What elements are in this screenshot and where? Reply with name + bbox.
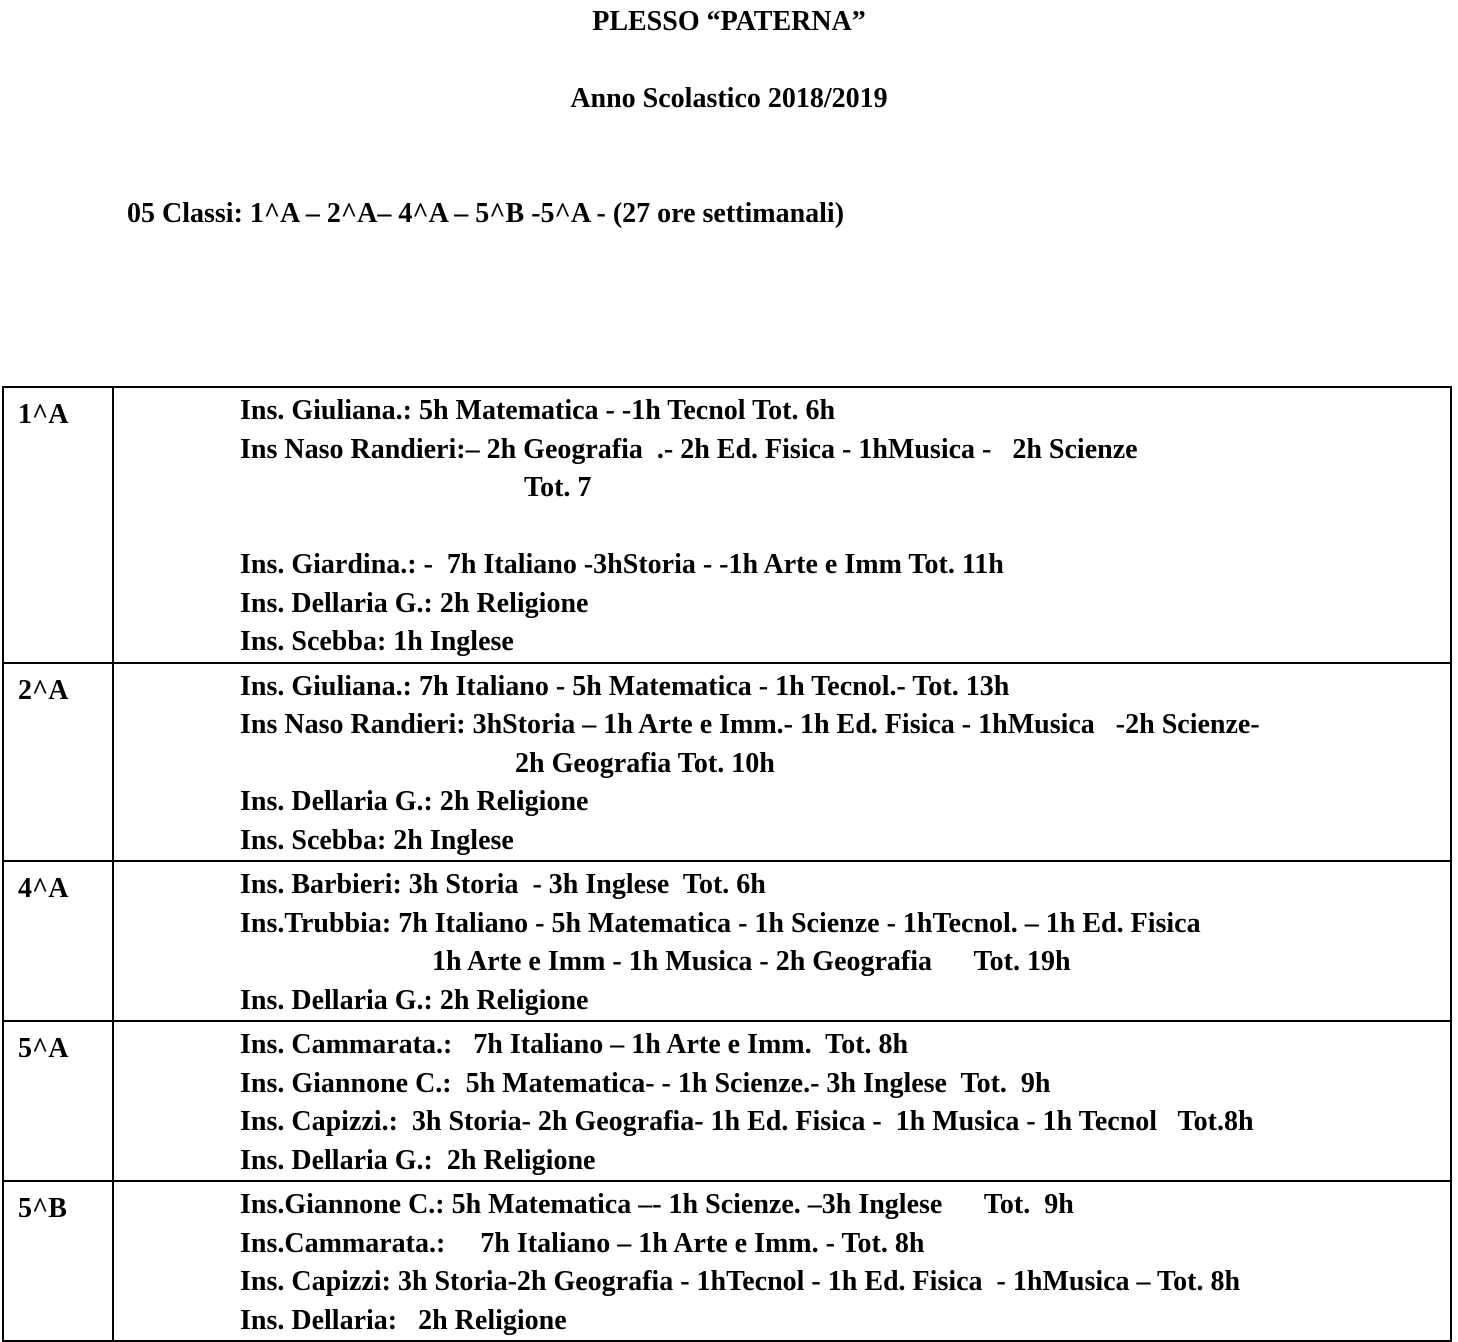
- table-row: [3, 387, 1451, 663]
- assignment-line: Ins. Giuliana.: 5h Matematica - -1h Tecnol Tot. 6h: [240, 395, 836, 426]
- assignment-line: Tot. 7: [524, 472, 592, 503]
- document-title: PLESSO “PATERNA”: [592, 6, 866, 37]
- assignment-line: Ins. Giardina.: - 7h Italiano -3hStoria - -1h Arte e Imm Tot. 11h: [240, 549, 1004, 580]
- assignment-line: Ins. Capizzi.: 3h Storia- 2h Geografia- 1h Ed. Fisica - 1h Musica - 1h Tecnol Tot.8h: [240, 1106, 1254, 1137]
- assignment-line: Ins Naso Randieri:– 2h Geografia .- 2h Ed. Fisica - 1hMusica - 2h Scienze: [240, 433, 1138, 465]
- teacher-assignments: [113, 387, 1451, 663]
- teacher-assignments: [113, 1021, 1451, 1181]
- classes-summary: 05 Classi: 1^A – 2^A– 4^A – 5^B -5^A - (27 ore settimanali): [127, 198, 845, 229]
- class-label: 5^B: [3, 1181, 113, 1341]
- assignment-line: Ins.Trubbia: 7h Italiano - 5h Matematica - 1h Scienze - 1hTecnol. – 1h Ed. Fisica: [240, 907, 1201, 939]
- assignment-line: Ins. Giuliana.: 7h Italiano - 5h Matematica - 1h Tecnol.- Tot. 13h: [240, 670, 1010, 702]
- assignment-line: Ins. Capizzi: 3h Storia-2h Geografia - 1hTecnol - 1h Ed. Fisica - 1hMusica – Tot. 8h: [240, 1266, 1241, 1297]
- assignment-line: Ins. Dellaria G.: 2h Religione: [240, 786, 589, 817]
- blank-line: [240, 508, 1450, 547]
- schedule-table: [2, 386, 1452, 1342]
- teacher-assignments: [113, 663, 1451, 862]
- assignment-line: Ins. Barbieri: 3h Storia - 3h Inglese Tot. 6h: [240, 869, 766, 900]
- assignment-line: Ins Naso Randieri: 3hStoria – 1h Arte e Imm.- 1h Ed. Fisica - 1hMusica -2h Scienze-: [240, 709, 1260, 740]
- assignment-line: Ins. Giannone C.: 5h Matematica- - 1h Scienze.- 3h Inglese Tot. 9h: [240, 1067, 1051, 1099]
- table-row: [3, 1181, 1451, 1341]
- table-row: [3, 861, 1451, 1021]
- assignment-line: Ins.Giannone C.: 5h Matematica –- 1h Scienze. –3h Inglese Tot. 9h: [240, 1189, 1074, 1220]
- assignment-line: Ins. Dellaria: 2h Religione: [240, 1304, 567, 1336]
- assignment-line: 2h Geografia Tot. 10h: [515, 747, 775, 779]
- teacher-assignments: [113, 1181, 1451, 1341]
- assignment-line: Ins. Scebba: 1h Inglese: [240, 626, 514, 657]
- assignment-line: Ins. Scebba: 2h Inglese: [240, 824, 514, 856]
- table-row: [3, 663, 1451, 862]
- assignment-line: Ins. Cammarata.: 7h Italiano – 1h Arte e Imm. Tot. 8h: [240, 1029, 909, 1060]
- assignment-line: Ins. Dellaria G.: 2h Religione: [240, 1144, 596, 1176]
- table-row: [3, 1021, 1451, 1181]
- teacher-assignments: [113, 861, 1451, 1021]
- assignment-line: Ins. Dellaria G.: 2h Religione: [240, 587, 589, 619]
- school-year: Anno Scolastico 2018/2019: [570, 83, 888, 114]
- assignment-line: Ins.Cammarata.: 7h Italiano – 1h Arte e Imm. - Tot. 8h: [240, 1227, 925, 1259]
- class-label: 2^A: [3, 663, 113, 862]
- assignment-line: Ins. Dellaria G.: 2h Religione: [240, 984, 589, 1016]
- class-label: 1^A: [3, 387, 113, 663]
- assignment-line: 1h Arte e Imm - 1h Musica - 2h Geografia Tot. 19h: [432, 946, 1071, 977]
- class-label: 5^A: [3, 1021, 113, 1181]
- class-label: 4^A: [3, 861, 113, 1021]
